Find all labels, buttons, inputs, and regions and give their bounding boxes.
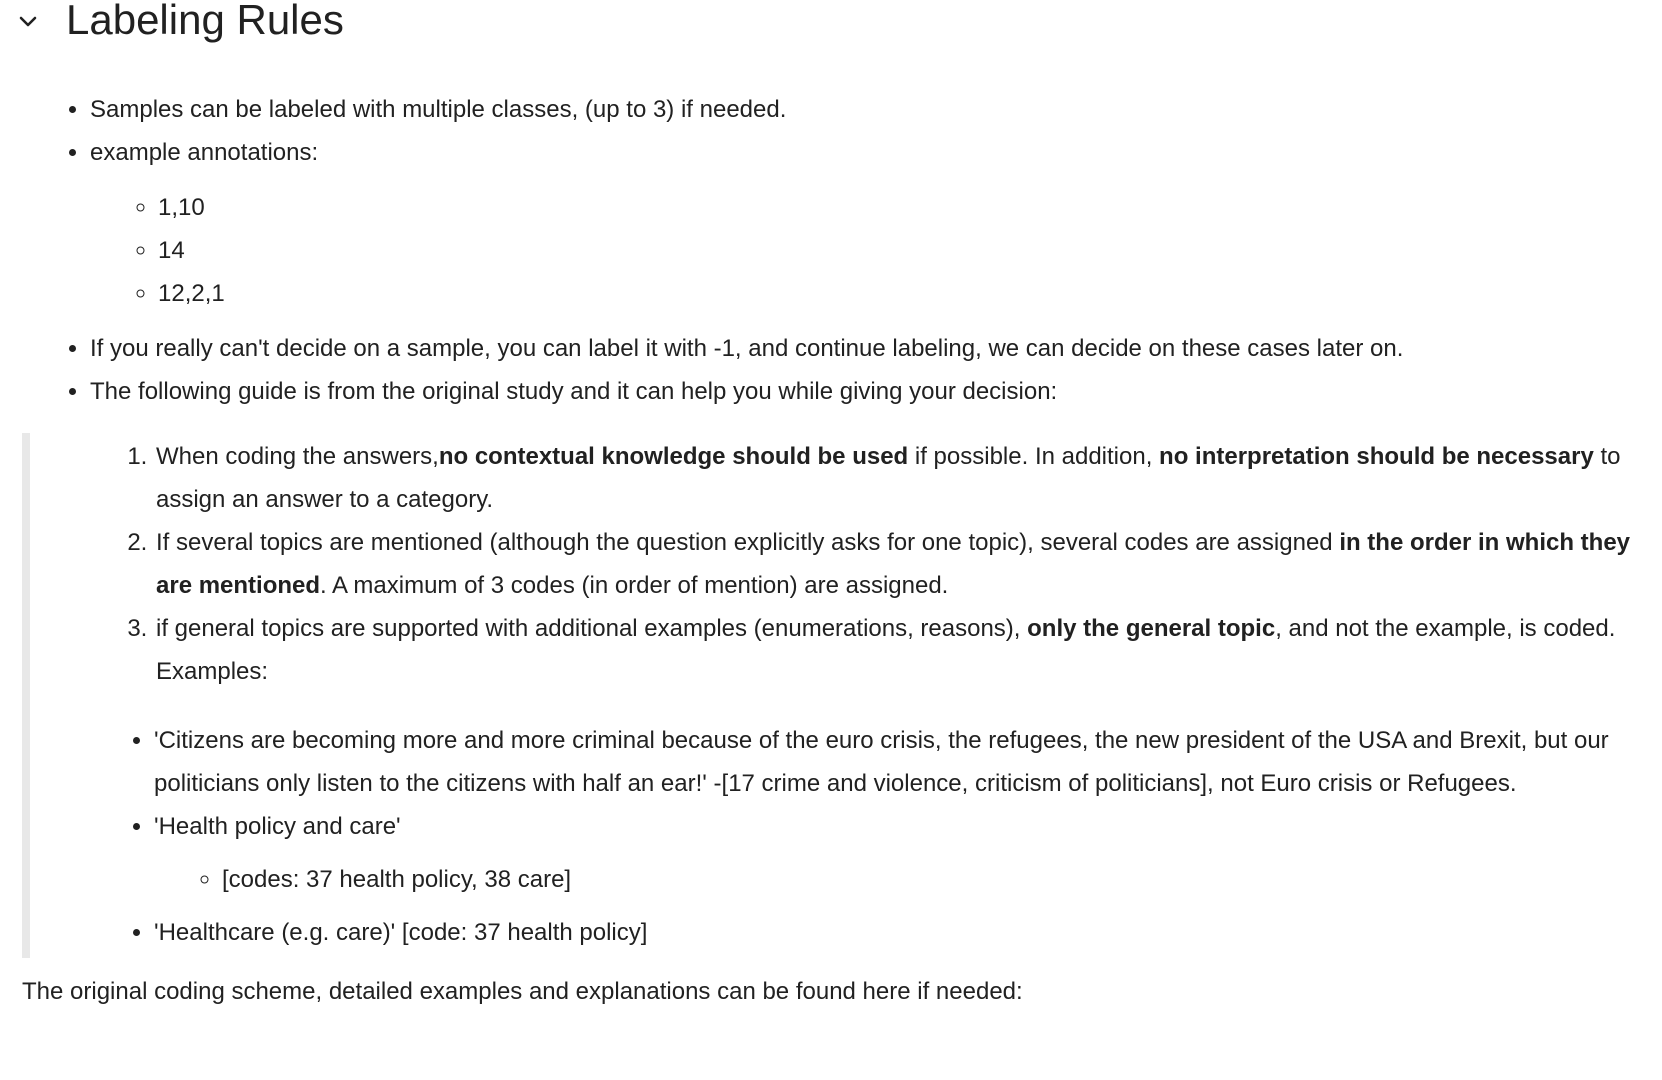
list-item bbox=[154, 521, 1640, 607]
list-item bbox=[90, 131, 1640, 315]
list-item bbox=[154, 435, 1640, 521]
labeling-rules-content bbox=[0, 88, 1640, 1013]
list-item: ◦ 14 bbox=[158, 229, 1640, 272]
list-item bbox=[90, 88, 1640, 131]
guide-text: , and not the example, is coded. Examples: bbox=[156, 615, 1616, 685]
rule-text: If you really can't decide on a sample, you can label it with -1, and continue labeling, we can decide on these cases later on. bbox=[90, 335, 1404, 362]
guide-text: if possible. In addition, bbox=[908, 443, 1160, 470]
list-item bbox=[90, 370, 1640, 413]
rule-text: Samples can be labeled with multiple classes, (up to 3) if needed. bbox=[90, 96, 787, 123]
list-item: ◦ 12,2,1 bbox=[158, 272, 1640, 315]
guide-bold-text: no interpretation should be necessary bbox=[1159, 443, 1594, 470]
guide-bold-text: only the general topic bbox=[1027, 615, 1276, 642]
example-annotations-list bbox=[90, 186, 1640, 315]
rule-text: The following guide is from the original study and it can help you while giving your decision: bbox=[90, 378, 1058, 405]
rule-text: example annotations: bbox=[90, 139, 319, 166]
list-item bbox=[90, 327, 1640, 370]
guide-examples-list bbox=[30, 719, 1640, 954]
guide-ordered-list bbox=[30, 435, 1640, 693]
guide-bold-text: in the order in which they are mentioned bbox=[156, 529, 1631, 599]
footer-text: The original coding scheme, detailed examples and explanations can be found here if needed: bbox=[22, 978, 1023, 1005]
guide-text: . A maximum of 3 codes (in order of mention) are assigned. bbox=[320, 572, 949, 599]
list-item: ◦ 1,10 bbox=[158, 186, 1640, 229]
list-item: • 'Citizens are becoming more and more criminal because of the euro crisis, the refugees, the new president of the USA and Brexit, but our politicians only listen to the citizens with half an ear!' -[17 crime and violence, criticism of politicians], not Euro crisis or Refugees. bbox=[154, 719, 1640, 805]
list-item bbox=[154, 607, 1640, 693]
section-title: Labeling Rules bbox=[66, 0, 344, 43]
guide-text: if general topics are supported with additional examples (enumerations, reasons), bbox=[156, 615, 1028, 642]
guide-blockquote bbox=[22, 433, 1640, 958]
example-text: 'Health policy and care' bbox=[154, 813, 401, 840]
guide-bold-text: no contextual knowledge should be used bbox=[438, 443, 909, 470]
list-item: ◦ [codes: 37 health policy, 38 care] bbox=[222, 858, 1640, 901]
rules-list bbox=[0, 88, 1640, 413]
guide-text: If several topics are mentioned (although the question explicitly asks for one topic), several codes are assigned bbox=[156, 529, 1340, 556]
example-codes-list bbox=[154, 858, 1640, 901]
chevron-down-icon[interactable] bbox=[16, 10, 40, 34]
list-item: • 'Healthcare (e.g. care)' [code: 37 health policy] bbox=[154, 911, 1640, 954]
guide-text: When coding the answers, bbox=[156, 443, 439, 470]
list-item bbox=[154, 805, 1640, 901]
guide-text: to assign an answer to a category. bbox=[156, 443, 1621, 513]
